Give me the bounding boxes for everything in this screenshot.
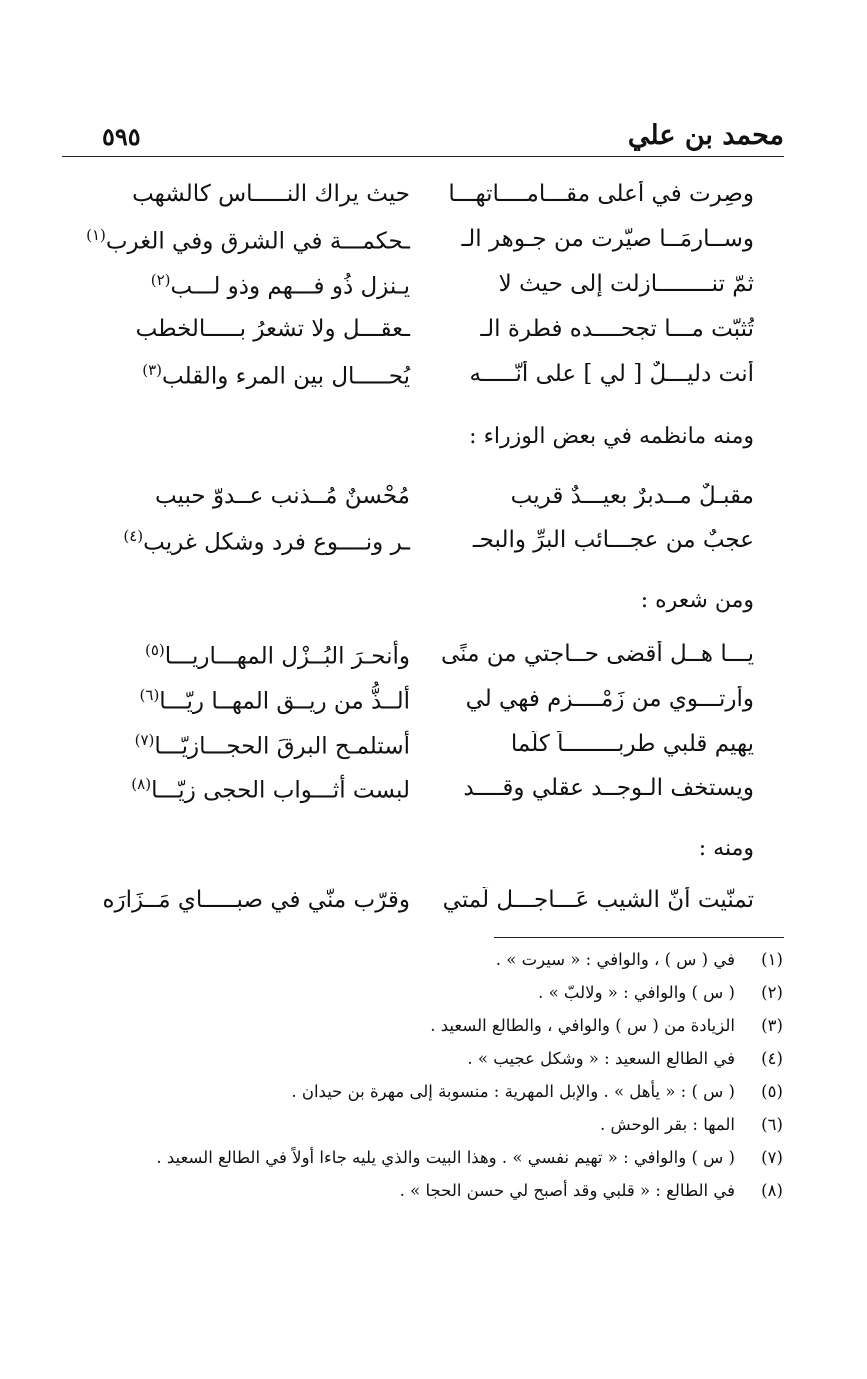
footnote bbox=[147, 1115, 787, 1145]
footnote-text: في الطالع السعيد : « وشكل عجيب » . bbox=[467, 1049, 735, 1068]
footnote-marker: (٨) bbox=[131, 775, 152, 793]
verse-line bbox=[90, 731, 754, 771]
verse-second-hemistich bbox=[86, 226, 410, 255]
hemistich-text: ـعقـــل ولا تشعرُ بـــــالخطب bbox=[135, 316, 410, 342]
verse-second-hemistich bbox=[90, 686, 410, 715]
footnote-number: (٥) bbox=[761, 1082, 783, 1101]
hemistich-text: حيث يراك النـــــاس كالشهب bbox=[132, 181, 410, 207]
section-heading: ومن شعره : bbox=[640, 588, 754, 613]
footnote-marker: (٦) bbox=[139, 686, 160, 704]
footnote-rule bbox=[494, 937, 784, 938]
verse-first-hemistich: وصِرت في أعلى مقـــامــــاتهـــا bbox=[448, 181, 754, 207]
footnote-text: ( س ) والوافي : « تهيم نفسي » . وهذا البيت والذي يليه جاءا أولاً في الطالع السعيد . bbox=[156, 1148, 735, 1167]
hemistich-text: لبست أثـــواب الحجى زيّـــا bbox=[151, 777, 410, 804]
footnote-text: ( س ) والوافي : « ولالبّ » . bbox=[538, 983, 735, 1002]
running-title: محمد بن علي bbox=[627, 120, 784, 151]
page-header bbox=[62, 120, 784, 156]
hemistich-text: يُحـــــال بين المرء والقلب bbox=[162, 363, 410, 390]
section-heading: ومنه مانظمه في بعض الوزراء : bbox=[469, 424, 754, 449]
footnote-text: في الطالع : « قلبي وقد أصبح لي حسن الحجا » . bbox=[399, 1181, 735, 1200]
verse-line bbox=[90, 181, 754, 221]
footnote-number: (٧) bbox=[761, 1148, 783, 1167]
footnote-marker: (٣) bbox=[142, 361, 163, 379]
verse-line bbox=[90, 686, 754, 726]
footnote-number: (٦) bbox=[761, 1115, 783, 1134]
verse-second-hemistich bbox=[90, 887, 410, 913]
verse-first-hemistich: تمنّيت أنّ الشيب عَـــاجـــل لّمتي bbox=[442, 887, 754, 913]
footnote-text: ( س ) : « يأهل » . والإبل المهرية : منسوبة إلى مهرة بن حيدان . bbox=[291, 1082, 735, 1101]
verse-line bbox=[90, 775, 754, 815]
section-heading: ومنه : bbox=[698, 836, 754, 861]
footnote bbox=[147, 950, 787, 980]
verse-first-hemistich: أنت دليـــلٌ [ لي ] على أنّـــــه bbox=[469, 361, 754, 387]
footnote bbox=[147, 1148, 787, 1178]
verse-second-hemistich bbox=[90, 316, 410, 342]
verse-second-hemistich bbox=[90, 483, 410, 509]
verse-first-hemistich: يـــا هــل أقضى حــاجتي من منًى bbox=[441, 641, 754, 667]
verse-line bbox=[90, 361, 754, 401]
footnote bbox=[147, 983, 787, 1013]
footnote-number: (٢) bbox=[761, 983, 783, 1002]
verse-second-hemistich bbox=[90, 775, 410, 804]
verse-line bbox=[90, 483, 754, 523]
verse-first-hemistich: مقبـلٌ مــدبرٌ بعيـــدٌ قريب bbox=[510, 483, 754, 509]
verse-first-hemistich: وســارمَــا صيّرت من جـوهر الـ bbox=[461, 226, 754, 252]
hemistich-text: مُحْسنٌ مُــذنب عــدوّ حبيب bbox=[154, 483, 410, 509]
verse-second-hemistich bbox=[90, 271, 410, 300]
header-rule bbox=[62, 156, 784, 157]
footnote bbox=[147, 1181, 787, 1211]
verse-line bbox=[90, 316, 754, 356]
verse-first-hemistich: عجبٌ من عجـــائب البرِّ والبحـ bbox=[472, 527, 754, 553]
footnote-text: المها : بقر الوحش . bbox=[600, 1115, 735, 1134]
footnote-number: (١) bbox=[761, 950, 783, 969]
footnote-marker: (٤) bbox=[123, 527, 144, 545]
verse-second-hemistich bbox=[90, 181, 410, 207]
footnote bbox=[147, 1049, 787, 1079]
footnote-marker: (٢) bbox=[150, 271, 171, 289]
footnote-text: في ( س ) ، والوافي : « سيرت » . bbox=[495, 950, 735, 969]
hemistich-text: وقرّب منّي في صبـــــاي مَــزَارَه bbox=[102, 887, 410, 913]
verse-line bbox=[90, 271, 754, 311]
footnote-number: (٨) bbox=[761, 1181, 783, 1200]
verse-second-hemistich bbox=[90, 527, 410, 556]
verse-line bbox=[90, 641, 754, 681]
verse-first-hemistich: ويستخف الـوجــد عقلي وقــــد bbox=[463, 775, 754, 801]
verse-line bbox=[90, 527, 754, 567]
verse-first-hemistich: وأرتـــوي من زَمْــــزم فهي لي bbox=[465, 686, 754, 712]
verse-first-hemistich: ثمّ تنــــــــازلت إلى حيث لا bbox=[498, 271, 754, 297]
footnote bbox=[147, 1016, 787, 1046]
verse-first-hemistich: يهيم قلبي طربــــــــاً كلّما bbox=[510, 731, 754, 757]
verse-line bbox=[90, 887, 754, 927]
footnote-marker: (٥) bbox=[144, 641, 165, 659]
page-number: ٥٩٥ bbox=[102, 122, 141, 151]
footnote-number: (٣) bbox=[761, 1016, 783, 1035]
hemistich-text: ـر ونــــوع فرد وشكل غريب bbox=[143, 529, 410, 556]
hemistich-text: أستلمـح البرقَ الحجـــازيّـــا bbox=[154, 733, 410, 760]
hemistich-text: ـحكمـــة في الشرق وفي الغرب bbox=[105, 228, 410, 255]
hemistich-text: يـنزل ذُو فـــهم وذو لـــب bbox=[170, 273, 410, 300]
verse-second-hemistich bbox=[90, 641, 410, 670]
hemistich-text: ألــذُّ من ريــق المهــا ريّـــا bbox=[159, 688, 410, 715]
verse-line bbox=[86, 226, 754, 266]
footnote bbox=[147, 1082, 787, 1112]
footnote-marker: (١) bbox=[86, 226, 106, 244]
verse-second-hemistich bbox=[90, 361, 410, 390]
footnote-text: الزيادة من ( س ) والوافي ، والطالع السعيد . bbox=[430, 1016, 735, 1035]
verse-second-hemistich bbox=[90, 731, 410, 760]
verse-first-hemistich: تُثبّت مـــا تجحــــده فطرة الـ bbox=[480, 316, 754, 342]
footnote-number: (٤) bbox=[761, 1049, 783, 1068]
footnote-marker: (٧) bbox=[134, 731, 155, 749]
hemistich-text: وأنحـرَ البُــزْل المهـــاريـــا bbox=[164, 643, 410, 670]
